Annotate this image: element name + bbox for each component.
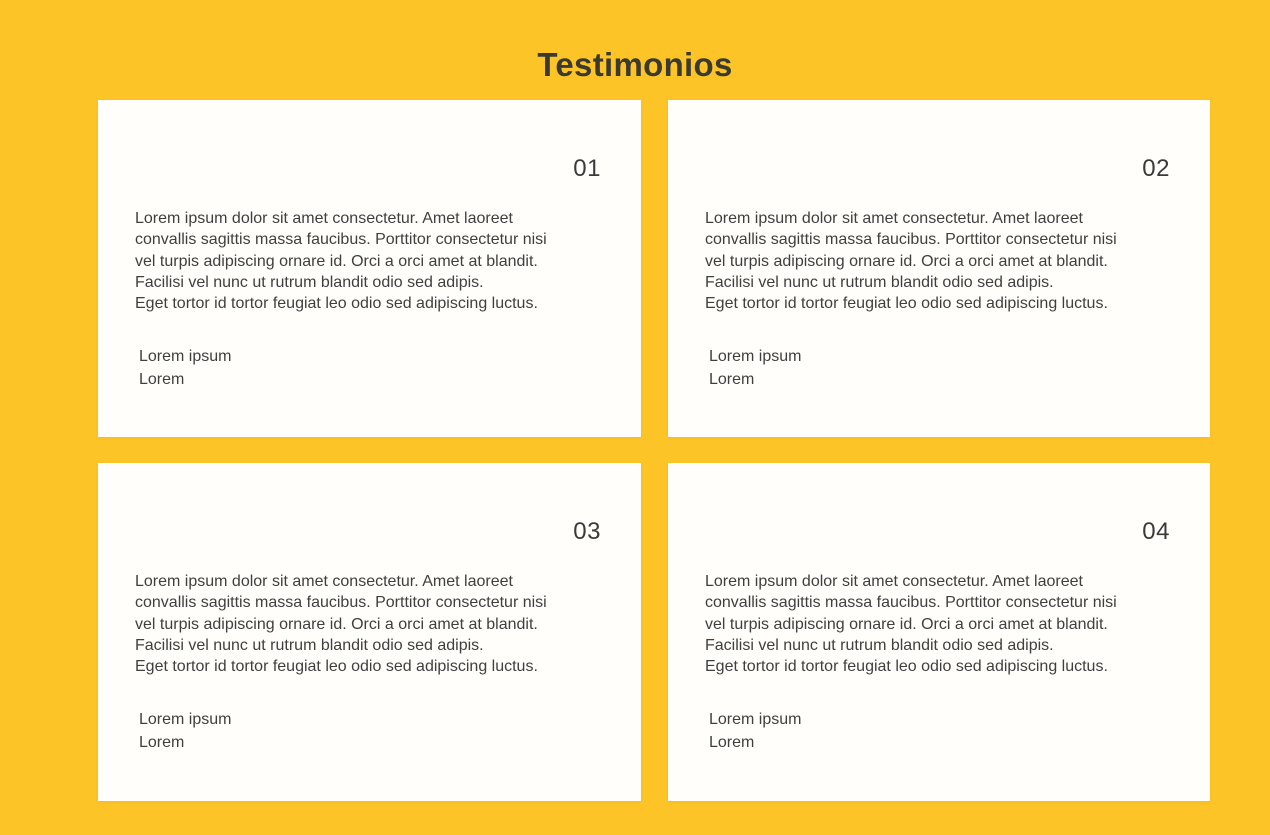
author-block [139, 345, 601, 391]
author-name: Lorem ipsum [709, 711, 802, 729]
testimonial-card-01 [98, 100, 641, 437]
testimonial-card-04 [668, 463, 1210, 801]
card-number: 01 [573, 155, 601, 182]
testimonial-line: Eget tortor id tortor feugiat leo odio sed adipiscing luctus. [135, 295, 538, 313]
testimonial-text [135, 571, 601, 677]
testimonial-card-02 [668, 100, 1210, 437]
testimonial-card-03 [98, 463, 641, 801]
author-role: Lorem [709, 371, 755, 389]
author-name: Lorem ipsum [709, 348, 802, 366]
testimonial-line: Eget tortor id tortor feugiat leo odio sed adipiscing luctus. [705, 295, 1108, 313]
testimonial-line: Facilisi vel nunc ut rutrum blandit odio sed adipis. [705, 273, 1054, 291]
testimonial-line: Lorem ipsum dolor sit amet consectetur. Amet laoreet [705, 573, 1083, 590]
testimonial-line: vel turpis adipiscing ornare id. Orci a orci amet at blandit. [135, 252, 538, 270]
testimonial-line: Eget tortor id tortor feugiat leo odio sed adipiscing luctus. [135, 658, 538, 676]
testimonial-text [705, 208, 1170, 314]
testimonial-line: vel turpis adipiscing ornare id. Orci a orci amet at blandit. [135, 615, 538, 633]
testimonial-line: Facilisi vel nunc ut rutrum blandit odio sed adipis. [705, 636, 1054, 654]
author-name: Lorem ipsum [139, 348, 232, 366]
testimonial-text [135, 208, 601, 314]
testimonial-line: Facilisi vel nunc ut rutrum blandit odio sed adipis. [135, 636, 484, 654]
author-role: Lorem [139, 371, 185, 389]
author-block [709, 708, 1170, 754]
author-role: Lorem [709, 734, 755, 752]
testimonial-line: convallis sagittis massa faucibus. Porttitor consectetur nisi [705, 594, 1117, 612]
testimonial-line: Lorem ipsum dolor sit amet consectetur. Amet laoreet [135, 210, 513, 227]
testimonial-line: Lorem ipsum dolor sit amet consectetur. Amet laoreet [135, 573, 513, 590]
testimonial-line: Lorem ipsum dolor sit amet consectetur. Amet laoreet [705, 210, 1083, 227]
testimonial-line: vel turpis adipiscing ornare id. Orci a orci amet at blandit. [705, 252, 1108, 270]
card-number: 02 [1142, 155, 1170, 182]
card-number: 03 [573, 518, 601, 545]
card-number: 04 [1142, 518, 1170, 545]
testimonial-line: Facilisi vel nunc ut rutrum blandit odio sed adipis. [135, 273, 484, 291]
testimonial-text [705, 571, 1170, 677]
testimonial-line: convallis sagittis massa faucibus. Porttitor consectetur nisi [135, 231, 547, 249]
testimonial-line: convallis sagittis massa faucibus. Porttitor consectetur nisi [135, 594, 547, 612]
testimonial-line: convallis sagittis massa faucibus. Porttitor consectetur nisi [705, 231, 1117, 249]
testimonials-grid [98, 100, 1210, 801]
author-name: Lorem ipsum [139, 711, 232, 729]
author-block [139, 708, 601, 754]
testimonial-line: Eget tortor id tortor feugiat leo odio sed adipiscing luctus. [705, 658, 1108, 676]
page-title: Testimonios [537, 46, 733, 83]
testimonial-line: vel turpis adipiscing ornare id. Orci a orci amet at blandit. [705, 615, 1108, 633]
author-block [709, 345, 1170, 391]
author-role: Lorem [139, 734, 185, 752]
